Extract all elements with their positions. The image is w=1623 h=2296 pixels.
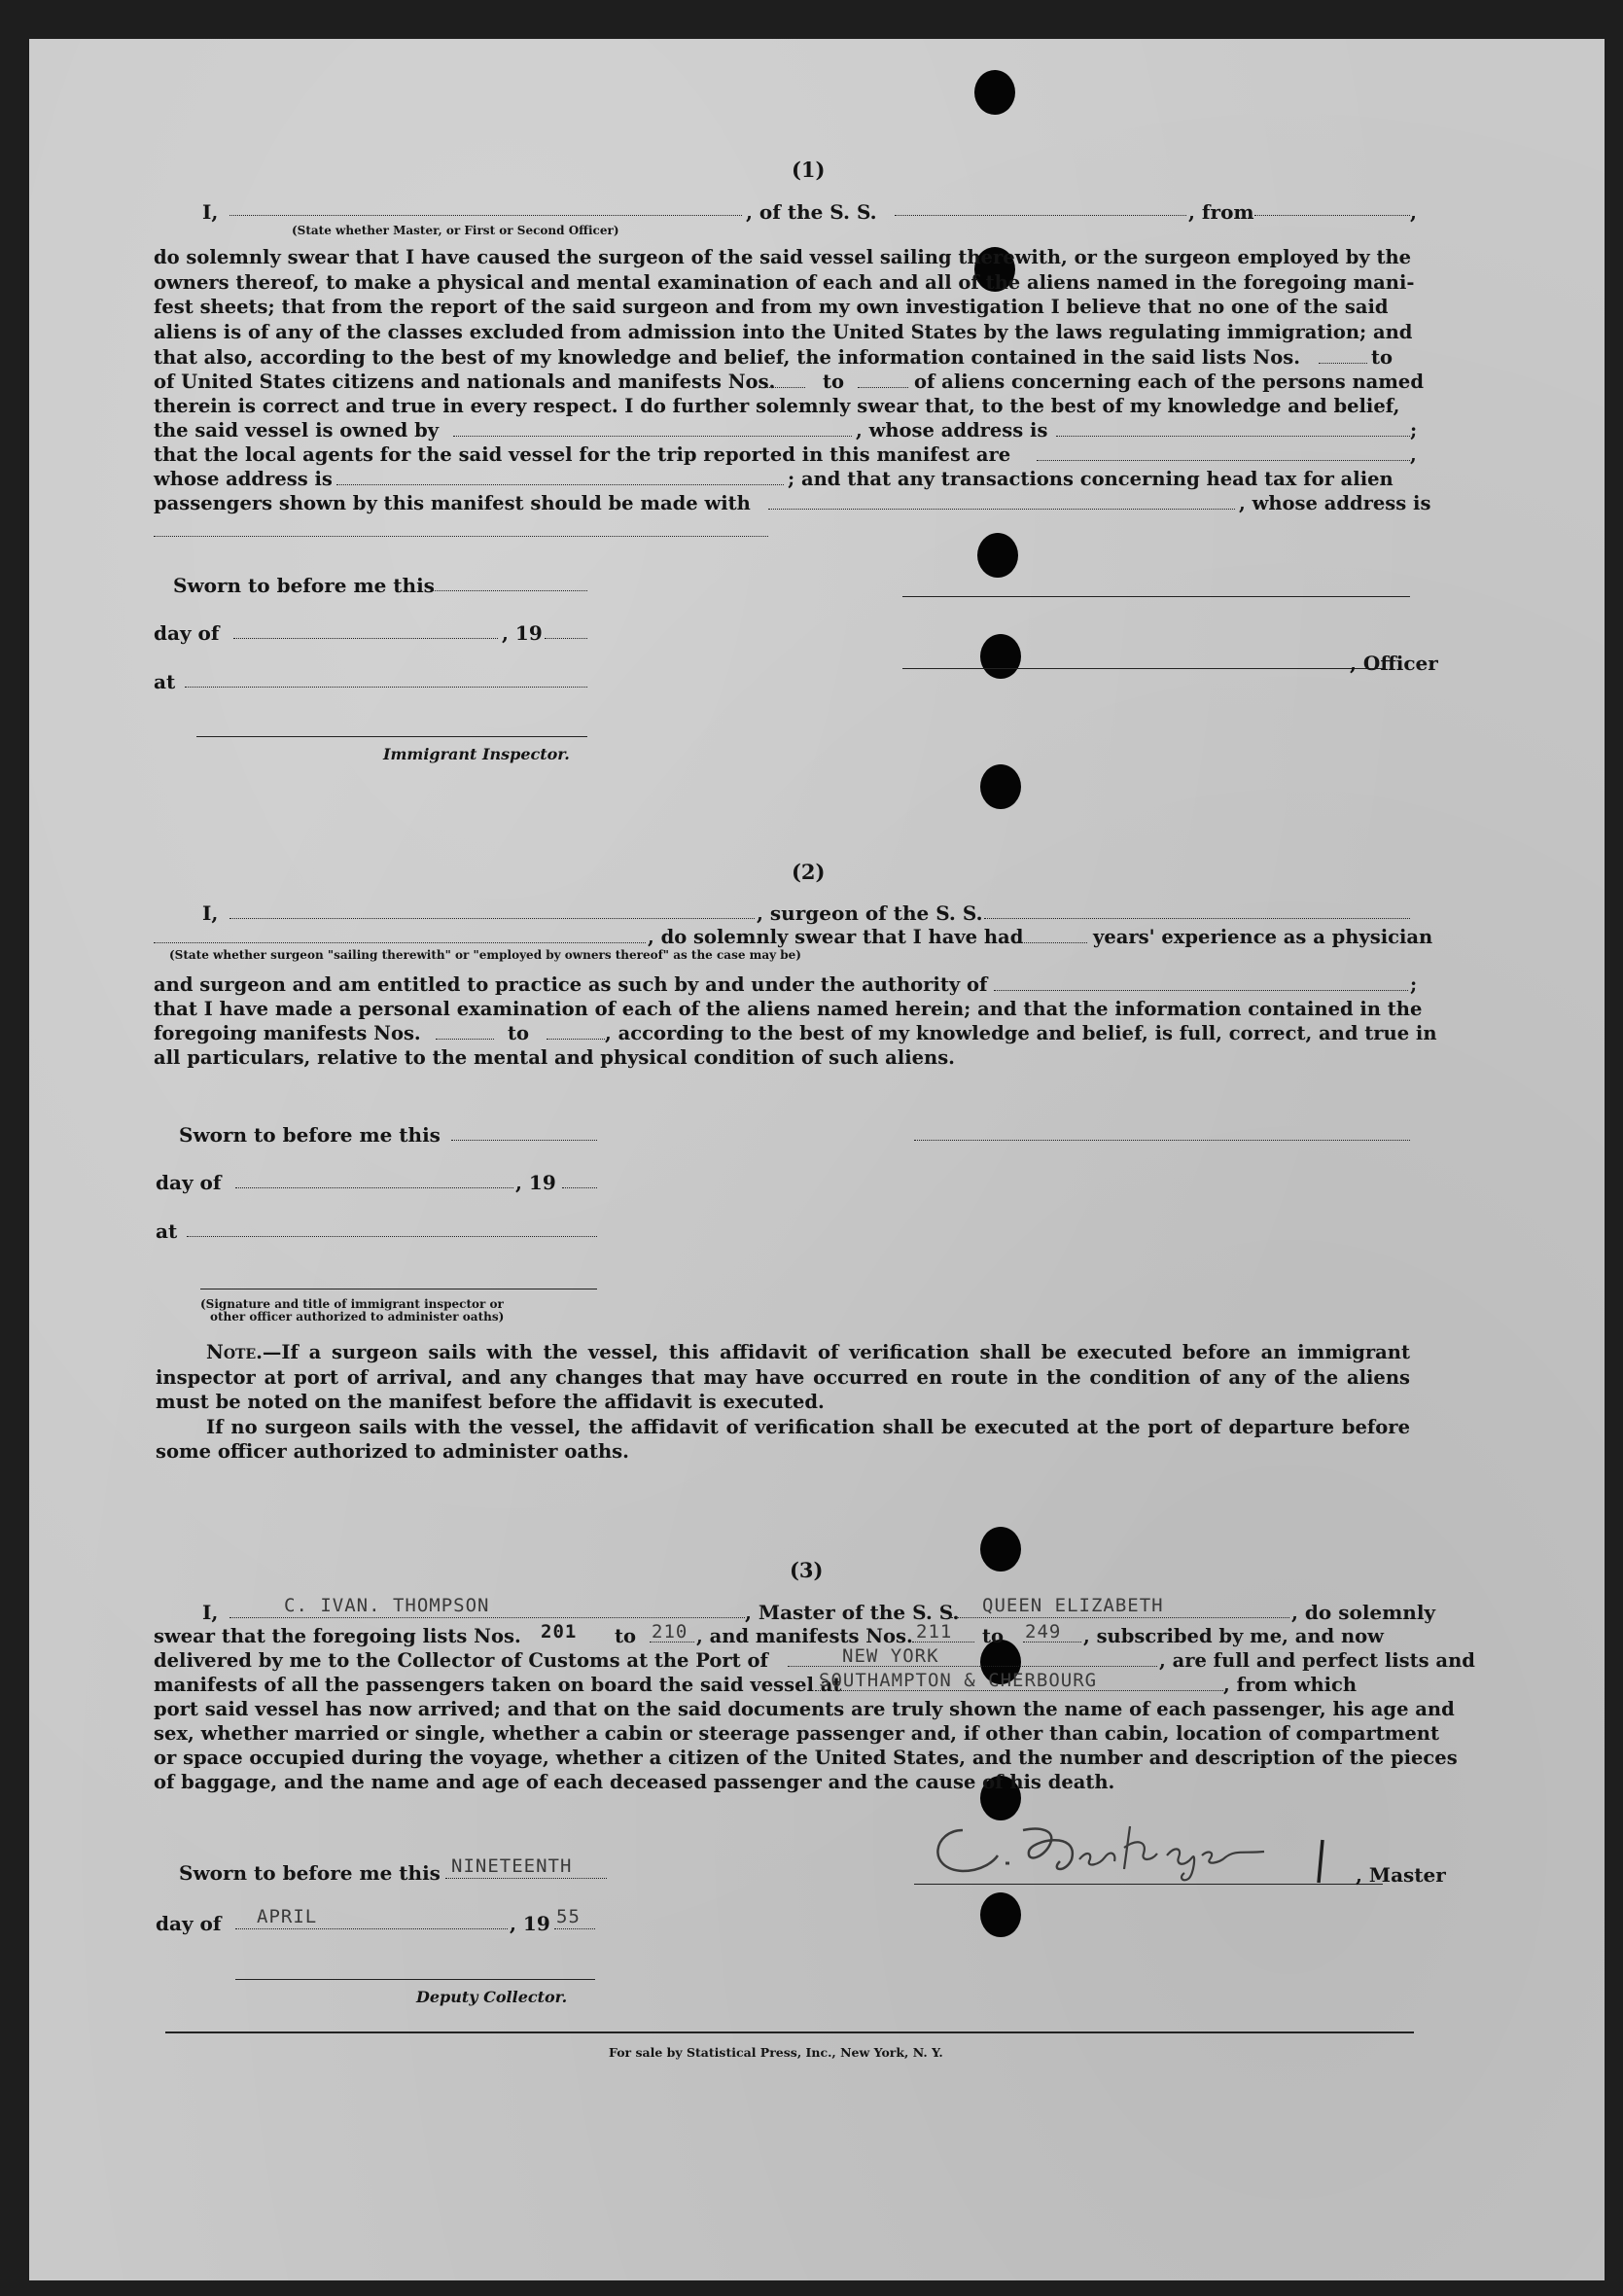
s1-passengers-text: passengers shown by this manifest should be made with <box>154 492 751 514</box>
s1-citizens-to: to <box>823 371 845 393</box>
s2-sworn: Sworn to before me this <box>179 1123 441 1147</box>
s1-headtax-blank[interactable] <box>768 508 1235 510</box>
s2-surgeon-of: , surgeon of the S. S. <box>757 901 983 925</box>
manifest-page <box>29 39 1605 2280</box>
section-1-heading: (1) <box>792 158 826 182</box>
note-p1 <box>156 1340 1410 1415</box>
s3-from-which: , from which <box>1223 1674 1358 1696</box>
s1-year: , 19 <box>502 621 543 645</box>
punch-hole <box>974 70 1015 115</box>
s3-deputy-line[interactable] <box>235 1978 595 1980</box>
s2-according: , according to the best of my knowledge and belief, is full, correct, and true in <box>605 1022 1437 1044</box>
s1-agents-text: that the local agents for the said vessel for the trip reported in this manifest are <box>154 443 1011 466</box>
s2-sig-caption-1: (Signature and title of immigrant inspector or <box>200 1297 504 1311</box>
s1-officer-sig-line-2[interactable] <box>902 667 1383 669</box>
s1-correct-line: therein is correct and true in every respect. I do further solemnly swear that, to the best of my knowledge and belief, <box>154 395 1400 417</box>
section-2-heading: (2) <box>792 860 826 884</box>
s3-line8: of baggage, and the name and age of each deceased passenger and the cause of his death. <box>154 1771 1115 1793</box>
s1-owner-address-blank[interactable] <box>1056 435 1410 437</box>
s3-sworn-day: NINETEENTH <box>451 1855 573 1877</box>
s3-solemnly: , do solemnly <box>1291 1601 1436 1624</box>
s1-day-blank[interactable] <box>233 637 498 639</box>
s2-years: years' experience as a physician <box>1093 926 1433 948</box>
s2-year-blank[interactable] <box>562 1186 597 1188</box>
s3-manifests-all: manifests of all the passengers taken on board the said vessel at <box>154 1674 842 1696</box>
s2-caption: (State whether surgeon "sailing therewith" or "employed by owners thereof" as the case may be) <box>169 948 801 962</box>
s2-years-blank[interactable] <box>1017 941 1087 943</box>
s3-sworn-blank[interactable] <box>445 1877 607 1879</box>
s1-agents-blank[interactable] <box>1037 459 1410 461</box>
s1-officer-caption: (State whether Master, or First or Second Officer) <box>292 224 619 237</box>
s1-vessel-blank[interactable] <box>895 214 1186 216</box>
s1-headtax-address-blank[interactable] <box>154 535 768 537</box>
s2-day-of: day of <box>156 1171 222 1194</box>
s1-owned-text: the said vessel is owned by <box>154 419 440 442</box>
footer-rule <box>165 2031 1414 2033</box>
s3-master-blank[interactable] <box>229 1616 745 1618</box>
s2-vessel-blank[interactable] <box>984 917 1410 919</box>
s2-at: at <box>156 1219 178 1243</box>
s1-lists-to: to <box>1371 346 1394 369</box>
s1-officer-blank[interactable] <box>229 214 742 216</box>
s3-i: I, <box>202 1601 219 1624</box>
s1-officer-sig-line-1[interactable] <box>902 595 1410 597</box>
s1-sworn: Sworn to before me this <box>173 574 435 597</box>
s3-month: APRIL <box>257 1906 318 1927</box>
s3-line7: or space occupied during the voyage, whether a citizen of the United States, and the number and description of the pieces <box>154 1747 1458 1769</box>
s3-day-blank[interactable] <box>235 1927 508 1929</box>
s3-year: , 19 <box>510 1912 550 1935</box>
s2-manifest-to-blank[interactable] <box>547 1038 605 1040</box>
s1-of-ss: , of the S. S. <box>746 200 877 224</box>
s3-departure: SOUTHAMPTON & CHERBOURG <box>819 1670 1098 1691</box>
s1-at: at <box>154 670 176 693</box>
s1-whose-text: whose address is <box>154 468 333 490</box>
s3-to-2: to <box>982 1625 1005 1647</box>
s3-master-label: , Master <box>1356 1863 1446 1887</box>
s1-agents-address-blank[interactable] <box>336 483 784 485</box>
s2-manifest-from-blank[interactable] <box>436 1038 494 1040</box>
s3-manifests-to: 249 <box>1025 1621 1062 1643</box>
s1-officer-label: , Officer <box>1350 652 1438 675</box>
master-signature <box>904 1801 1391 1885</box>
s2-semicolon: ; <box>1410 973 1418 996</box>
s1-year-blank[interactable] <box>545 637 587 639</box>
s1-owner-address: , whose address is <box>856 419 1048 442</box>
s2-year: , 19 <box>515 1171 556 1194</box>
s2-surgeon-sig-blank[interactable] <box>914 1139 1410 1141</box>
s2-line6: all particulars, relative to the mental and physical condition of such aliens. <box>154 1046 955 1069</box>
s1-from-blank[interactable] <box>1254 214 1410 216</box>
s3-delivered: delivered by me to the Collector of Customs at the Port of <box>154 1649 768 1672</box>
s3-deputy-caption: Deputy Collector. <box>416 1988 568 2006</box>
s3-lists-from: 201 <box>541 1621 578 1643</box>
s2-authority-blank[interactable] <box>994 989 1408 991</box>
s1-day-of: day of <box>154 621 220 645</box>
s1-owner-blank[interactable] <box>453 435 852 437</box>
s3-sworn: Sworn to before me this <box>179 1861 441 1885</box>
s1-line: do solemnly swear that I have caused the surgeon of the said vessel sailing therewith, or the surgeon employed by the <box>154 246 1412 268</box>
s1-citizens-text: of United States citizens and nationals and manifests Nos. <box>154 371 776 393</box>
s1-head-tax: ; and that any transactions concerning head tax for alien <box>788 468 1394 490</box>
s1-line: owners thereof, to make a physical and mental examination of each and all of the aliens named in the foregoing mani- <box>154 270 1415 294</box>
s1-paragraph <box>154 245 1418 344</box>
s3-year-suffix: 55 <box>556 1906 581 1927</box>
s2-line4: that I have made a personal examination of each of the aliens named herein; and that the information contained in the <box>154 998 1423 1020</box>
s1-line: aliens is of any of the classes excluded from admission into the United States by the laws regulating immigration; and <box>154 320 1413 343</box>
punch-hole <box>980 1527 1021 1572</box>
s2-swear: , do solemnly swear that I have had <box>648 926 1024 948</box>
s1-citizens-rest: of aliens concerning each of the persons named <box>914 371 1424 393</box>
s3-master-name: C. IVAN. THOMPSON <box>284 1595 490 1616</box>
punch-hole <box>980 634 1021 679</box>
s3-manifests-from: 211 <box>916 1621 953 1643</box>
s1-from: , from <box>1188 200 1254 224</box>
s2-signature-line[interactable] <box>200 1288 597 1289</box>
note-label: Note. <box>206 1341 263 1363</box>
s2-i: I, <box>202 901 219 925</box>
s1-lists-text: that also, according to the best of my knowledge and belief, the information contained in the said lists Nos. <box>154 346 1301 369</box>
note-p1-text: —If a surgeon sails with the vessel, this affidavit of verification shall be executed before an immigrant inspector at port of arrival, and any changes that may have occurred en route in the condition of any of the aliens must be noted on the manifest before the affidavit is executed. <box>156 1341 1410 1413</box>
s2-to: to <box>508 1022 530 1044</box>
section-3-heading: (3) <box>790 1558 824 1582</box>
s1-inspector-caption: Immigrant Inspector. <box>383 745 570 763</box>
s3-day-of: day of <box>156 1912 222 1935</box>
s1-i: I, <box>202 200 219 224</box>
s1-comma: , <box>1410 443 1417 466</box>
s3-subscribed: , subscribed by me, and now <box>1083 1625 1384 1647</box>
s3-to-1: to <box>615 1625 637 1647</box>
s3-line6: sex, whether married or single, whether a cabin or steerage passenger and, if other than cabin, location of compartment <box>154 1722 1439 1745</box>
s2-day-blank[interactable] <box>235 1186 513 1188</box>
s2-sworn-blank[interactable] <box>451 1139 597 1141</box>
s2-foregoing: foregoing manifests Nos. <box>154 1022 421 1044</box>
footer-imprint: For sale by Statistical Press, Inc., New York, N. Y. <box>609 2045 943 2060</box>
s3-vessel-blank[interactable] <box>951 1616 1289 1618</box>
note-p2: If no surgeon sails with the vessel, the affidavit of verification shall be executed at the port of departure before some officer authorized to administer oaths. <box>156 1415 1410 1463</box>
s1-at-blank[interactable] <box>185 686 587 688</box>
s1-lists-from-blank[interactable] <box>1319 362 1367 364</box>
s1-comma: , <box>1410 200 1417 224</box>
note-block <box>156 1340 1410 1465</box>
s3-lists-text: swear that the foregoing lists Nos. <box>154 1625 521 1647</box>
s3-master-of: , Master of the S. S. <box>745 1601 960 1624</box>
s2-sig-caption-2: other officer authorized to administer oaths) <box>210 1310 505 1324</box>
s1-line: fest sheets; that from the report of the said surgeon and from my own investigation I believe that no one of the said <box>154 296 1389 318</box>
s1-sworn-blank[interactable] <box>432 589 587 591</box>
s1-citizens-to-blank[interactable] <box>858 386 908 388</box>
s2-authority: and surgeon and am entitled to practice as such by and under the authority of <box>154 973 988 996</box>
s3-line5: port said vessel has now arrived; and that on the said documents are truly shown the name of each passenger, his age and <box>154 1698 1455 1720</box>
s2-at-blank[interactable] <box>187 1235 597 1237</box>
s3-vessel-name: QUEEN ELIZABETH <box>982 1595 1164 1616</box>
s2-status-blank[interactable] <box>154 941 646 943</box>
punch-hole <box>977 533 1018 578</box>
s3-year-blank[interactable] <box>554 1927 595 1929</box>
s3-manifests-text: , and manifests Nos. <box>696 1625 913 1647</box>
s3-port: NEW YORK <box>842 1645 939 1667</box>
s1-citizens-from-blank[interactable] <box>759 386 805 388</box>
s1-inspector-line[interactable] <box>196 735 587 737</box>
punch-hole <box>980 1892 1021 1937</box>
punch-hole <box>980 764 1021 809</box>
s3-lists-to: 210 <box>652 1621 688 1643</box>
s3-perfect: , are full and perfect lists and <box>1159 1649 1475 1672</box>
s1-semicolon: ; <box>1410 419 1418 442</box>
s2-surgeon-name-blank[interactable] <box>229 917 755 919</box>
s1-passengers-address: , whose address is <box>1239 492 1431 514</box>
